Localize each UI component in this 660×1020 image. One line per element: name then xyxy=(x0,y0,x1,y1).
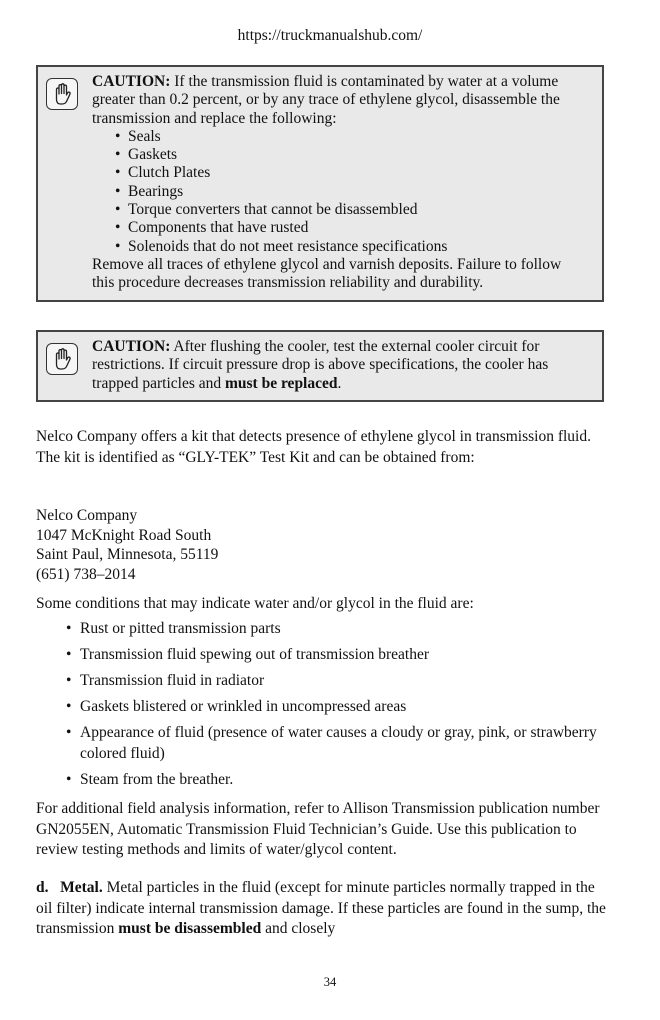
address-name: Nelco Company xyxy=(36,507,138,524)
caution-label: CAUTION: xyxy=(92,338,171,355)
list-item: • Bearings xyxy=(128,183,586,201)
section-end: and closely xyxy=(261,920,336,937)
hand-stop-icon xyxy=(46,78,78,110)
list-item: • Gaskets xyxy=(128,146,586,164)
list-item: • Clutch Plates xyxy=(128,164,586,182)
additional-info: For additional field analysis information, refer to Allison Transmission publication number GN2055EN, Automatic Transmission Fluid Technician’s Guide. Use this publication to review testing methods and limits of water/glycol content. xyxy=(36,800,600,858)
gly-tek-intro: Nelco Company offers a kit that detects presence of ethylene glycol in transmission fluid. The kit is identified as “GLY-TEK” Test Kit and can be obtained from: xyxy=(36,428,591,466)
list-item: • Appearance of fluid (presence of water causes a cloudy or gray, pink, or strawberry colored fluid) xyxy=(80,723,606,764)
caution-box-cooler xyxy=(36,330,604,402)
list-item: • Solenoids that do not meet resistance specifications xyxy=(128,238,586,256)
caution-label: CAUTION: xyxy=(92,73,171,90)
metal-section xyxy=(36,878,606,940)
address-city: Saint Paul, Minnesota, 55119 xyxy=(36,546,219,563)
caution-box-fluid-contamination xyxy=(36,65,604,302)
list-item: • Components that have rusted xyxy=(128,219,586,237)
address-phone: (651) 738–2014 xyxy=(36,565,136,583)
list-item: • Transmission fluid in radiator xyxy=(80,671,606,692)
caution-closing: Remove all traces of ethylene glycol and varnish deposits. Failure to follow this procedure decreases transmission reliability and durability. xyxy=(92,255,562,292)
address-street: 1047 McKnight Road South xyxy=(36,526,212,544)
source-url: https://truckmanualshub.com/ xyxy=(237,27,423,44)
caution-emphasis: must be replaced xyxy=(224,374,338,392)
list-item: • Gaskets blistered or wrinkled in uncompressed areas xyxy=(80,697,606,718)
caution-body: If the transmission fluid is contaminated by water at a volume greater than 0.2 percent, or by any trace of ethylene glycol, disassemble the transmission and replace the following: xyxy=(92,73,560,127)
section-letter: d. xyxy=(36,879,49,896)
page-number: 34 xyxy=(323,975,337,989)
conditions-section xyxy=(36,619,606,796)
section-body: Metal particles in the fluid (except for minute particles normally trapped in the oil filter) indicate internal transmission damage. If these particles are found in the sump, the transmission xyxy=(36,879,606,937)
section-emphasis: must be disassembled xyxy=(118,920,262,937)
list-item: • Rust or pitted transmission parts xyxy=(80,619,606,640)
caution-text xyxy=(92,73,586,128)
conditions-list xyxy=(36,619,606,790)
list-item: • Transmission fluid spewing out of transmission breather xyxy=(80,645,606,666)
caution-body: After flushing the cooler, test the external cooler circuit for restrictions. If circuit pressure drop is above specifications, the cooler has trapped particles and xyxy=(92,338,549,392)
list-item: • Steam from the breather. xyxy=(80,770,606,791)
conditions-intro: Some conditions that may indicate water and/or glycol in the fluid are: xyxy=(36,595,474,612)
replacement-parts-list xyxy=(92,128,586,256)
list-item: • Seals xyxy=(128,128,586,146)
list-item: • Torque converters that cannot be disassembled xyxy=(128,201,586,219)
nelco-address xyxy=(36,506,606,584)
caution-end: . xyxy=(337,374,342,392)
section-heading: Metal. xyxy=(60,879,103,896)
caution-text xyxy=(92,338,586,393)
hand-stop-icon xyxy=(46,343,78,375)
